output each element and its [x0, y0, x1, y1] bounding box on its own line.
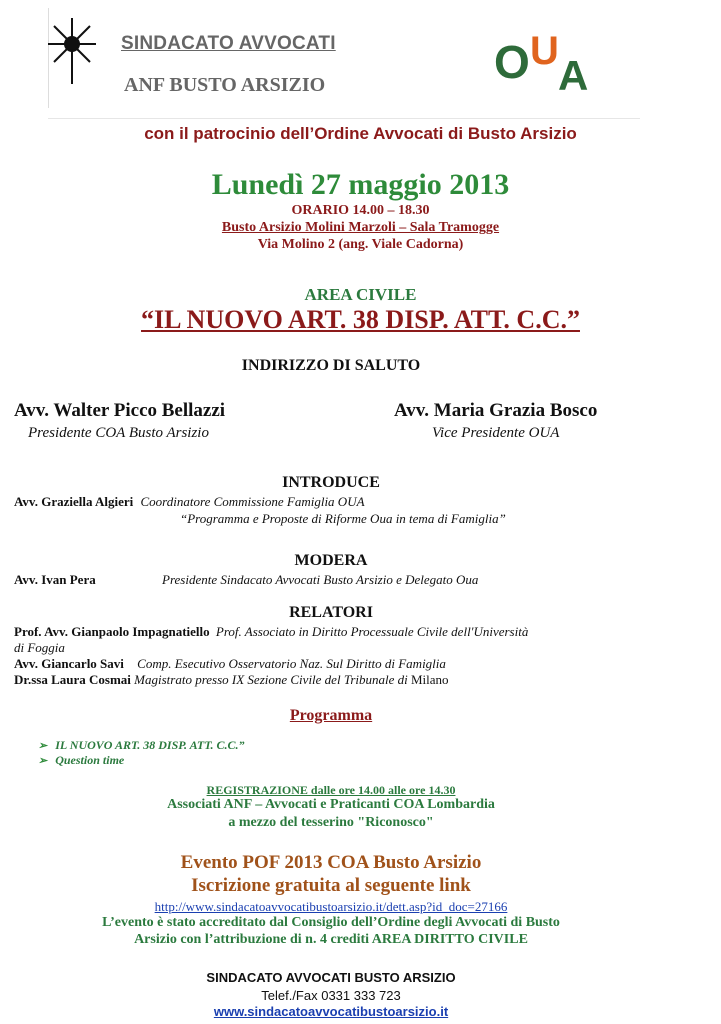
- registration-line-2: Associati ANF – Avvocati e Praticanti COA Lombardia: [167, 797, 495, 812]
- speaker-name: Prof. Avv. Gianpaolo Impagnatiello: [14, 624, 210, 639]
- moderate-heading: MODERA: [294, 552, 368, 569]
- arrow-bullet-icon: ➢: [38, 755, 48, 767]
- org-subtitle: ANF BUSTO ARSIZIO: [124, 74, 326, 96]
- svg-text:A: A: [558, 52, 589, 96]
- program-item-label: Question time: [55, 753, 125, 767]
- speaker-name: Dr.ssa Laura Cosmai: [14, 672, 131, 687]
- event-date: Lunedì 27 maggio 2013: [211, 168, 510, 201]
- oua-logo: [494, 30, 596, 96]
- moderate-role: Presidente Sindacato Avvocati Busto Arsizio e Delegato Oua: [162, 572, 479, 587]
- moderate-name: Avv. Ivan Pera: [14, 572, 96, 587]
- program-item: [38, 753, 124, 768]
- header-divider-horizontal: [48, 118, 640, 119]
- greeting-left-name: Avv. Walter Picco Bellazzi: [14, 400, 226, 421]
- greeting-right-name: Avv. Maria Grazia Bosco: [394, 400, 598, 421]
- speaker-3: [14, 672, 449, 688]
- speaker-1: [14, 624, 528, 640]
- program-item: [38, 738, 245, 753]
- event-area: AREA CIVILE: [304, 285, 417, 304]
- greeting-right-role: Vice Presidente OUA: [432, 425, 560, 441]
- greeting-heading: INDIRIZZO DI SALUTO: [241, 357, 421, 374]
- introduce-line: [14, 494, 365, 510]
- credit-line-2: Arsizio con l’attribuzione di n. 4 crediti AREA DIRITTO CIVILE: [134, 932, 528, 947]
- event-place: Busto Arsizio Molini Marzoli – Sala Tramogge: [221, 220, 500, 235]
- footer-website-link[interactable]: www.sindacatoavvocatibustoarsizio.it: [213, 1004, 449, 1019]
- patronage-line: con il patrocinio dell’Ordine Avvocati di Busto Arsizio: [144, 124, 577, 143]
- star-logo-icon: [44, 14, 100, 88]
- introduce-heading: INTRODUCE: [282, 474, 380, 491]
- registration-link[interactable]: http://www.sindacatoavvocatibustoarsizio.it/dett.asp?id_doc=27166: [154, 899, 508, 914]
- introduce-topic: “Programma e Proposte di Riforme Oua in tema di Famiglia”: [180, 511, 506, 526]
- registration-line-3: a mezzo del tesserino "Riconosco": [228, 815, 434, 830]
- speaker-1-cont: di Foggia: [14, 640, 65, 655]
- introduce-name: Avv. Graziella Algieri: [14, 494, 134, 509]
- footer-phone: Telef./Fax 0331 333 723: [261, 988, 401, 1003]
- speaker-role: Prof. Associato in Diritto Processuale Civile dell'Università: [215, 624, 529, 639]
- speaker-role-cont: Milano: [411, 672, 449, 687]
- program-heading: Programma: [289, 707, 373, 724]
- event-title: “IL NUOVO ART. 38 DISP. ATT. C.C.”: [141, 305, 580, 334]
- program-item-label: IL NUOVO ART. 38 DISP. ATT. C.C.”: [55, 738, 245, 752]
- speaker-role: Comp. Esecutivo Osservatorio Naz. Sul Diritto di Famiglia: [137, 656, 446, 671]
- event-time: ORARIO 14.00 – 18.30: [291, 203, 430, 218]
- arrow-bullet-icon: ➢: [38, 740, 48, 752]
- speakers-heading: RELATORI: [289, 604, 373, 621]
- svg-text:O: O: [494, 36, 530, 88]
- credit-line-1: L’evento è stato accreditato dal Consiglio dell’Ordine degli Avvocati di Busto: [102, 915, 560, 930]
- speaker-role: Magistrato presso IX Sezione Civile del Tribunale di: [134, 672, 408, 687]
- footer-org: SINDACATO AVVOCATI BUSTO ARSIZIO: [206, 970, 456, 985]
- pof-line-1: Evento POF 2013 COA Busto Arsizio: [180, 852, 482, 873]
- org-name: SINDACATO AVVOCATI: [121, 33, 336, 54]
- speaker-2: [14, 656, 446, 672]
- registration-line-1: REGISTRAZIONE dalle ore 14.00 alle ore 14.30: [206, 783, 456, 797]
- speaker-name: Avv. Giancarlo Savi: [14, 656, 124, 671]
- svg-text:U: U: [530, 30, 559, 73]
- event-address: Via Molino 2 (ang. Viale Cadorna): [257, 237, 464, 252]
- greeting-left-role: Presidente COA Busto Arsizio: [28, 425, 209, 441]
- pof-line-2: Iscrizione gratuita al seguente link: [191, 875, 471, 896]
- introduce-role: Coordinatore Commissione Famiglia OUA: [140, 494, 365, 509]
